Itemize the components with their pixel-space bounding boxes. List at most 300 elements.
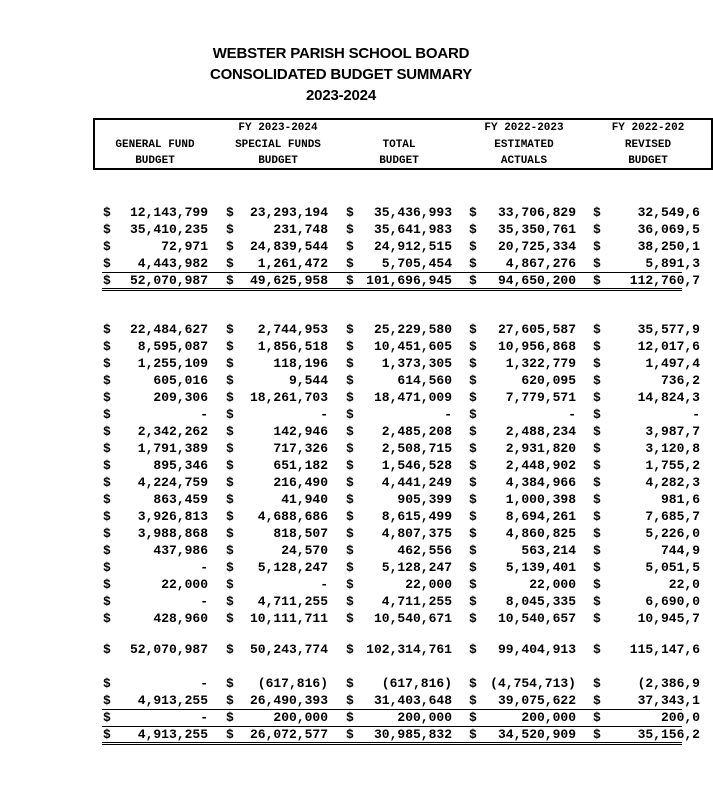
- table-cell: 36,069,5: [637, 222, 700, 237]
- header-revised-line2: REVISED: [624, 139, 672, 151]
- currency-symbol: $: [103, 356, 111, 371]
- table-cell: 905,399: [397, 492, 452, 507]
- currency-symbol: $: [346, 611, 354, 626]
- table-cell: 1,322,779: [505, 356, 576, 371]
- currency-symbol: $: [469, 424, 477, 439]
- currency-symbol: $: [226, 475, 234, 490]
- currency-symbol: $: [593, 710, 601, 725]
- table-cell: 216,490: [273, 475, 328, 490]
- table-cell: 4,224,759: [137, 475, 208, 490]
- table-cell: 38,250,1: [637, 239, 700, 254]
- table-cell: 437,986: [153, 543, 208, 558]
- currency-symbol: $: [226, 256, 234, 271]
- currency-symbol: $: [469, 693, 477, 708]
- table-cell: 10,956,868: [497, 339, 576, 354]
- currency-symbol: $: [226, 239, 234, 254]
- table-cell: 112,760,7: [629, 273, 700, 288]
- table-cell: 5,128,247: [381, 560, 452, 575]
- table-cell: 39,075,622: [497, 693, 576, 708]
- rule-line: [102, 272, 682, 273]
- currency-symbol: $: [103, 239, 111, 254]
- table-cell: 26,072,577: [249, 727, 328, 742]
- currency-symbol: $: [103, 222, 111, 237]
- header-total-line2: TOTAL: [382, 139, 416, 151]
- currency-symbol: $: [226, 390, 234, 405]
- currency-symbol: $: [469, 710, 477, 725]
- header-estimated-line1: FY 2022-2023: [484, 122, 564, 134]
- table-cell: 5,128,247: [257, 560, 328, 575]
- currency-symbol: $: [593, 676, 601, 691]
- table-cell: 8,595,087: [137, 339, 208, 354]
- currency-symbol: $: [593, 322, 601, 337]
- currency-symbol: $: [346, 407, 354, 422]
- currency-symbol: $: [469, 475, 477, 490]
- table-cell: (617,816): [381, 676, 452, 691]
- currency-symbol: $: [226, 693, 234, 708]
- table-cell: 52,070,987: [129, 642, 208, 657]
- table-cell: -: [200, 710, 208, 725]
- currency-symbol: $: [593, 492, 601, 507]
- currency-symbol: $: [226, 642, 234, 657]
- currency-symbol: $: [469, 441, 477, 456]
- currency-symbol: $: [346, 526, 354, 541]
- currency-symbol: $: [226, 356, 234, 371]
- table-cell: 99,404,913: [497, 642, 576, 657]
- table-cell: 14,824,3: [637, 390, 700, 405]
- currency-symbol: $: [103, 560, 111, 575]
- header-revised-line1: FY 2022-202: [611, 122, 685, 134]
- table-cell: 23,293,194: [249, 205, 328, 220]
- table-cell: 1,255,109: [137, 356, 208, 371]
- currency-symbol: $: [346, 642, 354, 657]
- currency-symbol: $: [593, 339, 601, 354]
- currency-symbol: $: [103, 693, 111, 708]
- currency-symbol: $: [103, 339, 111, 354]
- table-cell: 7,779,571: [505, 390, 576, 405]
- currency-symbol: $: [593, 577, 601, 592]
- header-revised-line3: BUDGET: [628, 155, 668, 167]
- currency-symbol: $: [346, 239, 354, 254]
- currency-symbol: $: [226, 339, 234, 354]
- header-estimated-line2: ESTIMATED: [494, 139, 554, 151]
- currency-symbol: $: [226, 441, 234, 456]
- currency-symbol: $: [346, 390, 354, 405]
- currency-symbol: $: [469, 458, 477, 473]
- currency-symbol: $: [103, 710, 111, 725]
- table-cell: 25,229,580: [373, 322, 452, 337]
- table-cell: 35,350,761: [497, 222, 576, 237]
- currency-symbol: $: [226, 373, 234, 388]
- table-cell: 231,748: [273, 222, 328, 237]
- currency-symbol: $: [469, 390, 477, 405]
- table-cell: 8,615,499: [381, 509, 452, 524]
- table-cell: -: [320, 407, 328, 422]
- currency-symbol: $: [593, 424, 601, 439]
- table-cell: 49,625,958: [249, 273, 328, 288]
- table-cell: 4,443,982: [137, 256, 208, 271]
- currency-symbol: $: [103, 205, 111, 220]
- currency-symbol: $: [593, 407, 601, 422]
- table-cell: 12,017,6: [637, 339, 700, 354]
- table-cell: 24,570: [281, 543, 328, 558]
- table-cell: 717,326: [273, 441, 328, 456]
- currency-symbol: $: [103, 475, 111, 490]
- table-cell: 428,960: [153, 611, 208, 626]
- currency-symbol: $: [346, 475, 354, 490]
- table-cell: 3,988,868: [137, 526, 208, 541]
- currency-symbol: $: [593, 611, 601, 626]
- table-cell: 981,6: [660, 492, 700, 507]
- currency-symbol: $: [103, 407, 111, 422]
- table-cell: 5,705,454: [381, 256, 452, 271]
- currency-symbol: $: [226, 526, 234, 541]
- table-cell: 10,111,711: [249, 611, 328, 626]
- report-title-line3: 2023-2024: [306, 87, 376, 104]
- table-cell: -: [692, 407, 700, 422]
- currency-symbol: $: [346, 373, 354, 388]
- currency-symbol: $: [469, 642, 477, 657]
- table-cell: 102,314,761: [366, 642, 452, 657]
- table-cell: 1,000,398: [505, 492, 576, 507]
- currency-symbol: $: [103, 611, 111, 626]
- currency-symbol: $: [103, 373, 111, 388]
- currency-symbol: $: [346, 356, 354, 371]
- currency-symbol: $: [593, 239, 601, 254]
- currency-symbol: $: [103, 526, 111, 541]
- table-cell: 4,384,966: [505, 475, 576, 490]
- currency-symbol: $: [346, 577, 354, 592]
- table-cell: 35,641,983: [373, 222, 452, 237]
- currency-symbol: $: [469, 407, 477, 422]
- table-cell: (4,754,713): [490, 676, 576, 691]
- currency-symbol: $: [346, 339, 354, 354]
- currency-symbol: $: [346, 710, 354, 725]
- table-cell: 4,711,255: [257, 594, 328, 609]
- currency-symbol: $: [593, 458, 601, 473]
- table-cell: 94,650,200: [497, 273, 576, 288]
- currency-symbol: $: [593, 642, 601, 657]
- table-cell: 5,226,0: [645, 526, 700, 541]
- header-special-funds-line2: SPECIAL FUNDS: [235, 139, 321, 151]
- table-cell: 32,549,6: [637, 205, 700, 220]
- currency-symbol: $: [226, 594, 234, 609]
- currency-symbol: $: [593, 390, 601, 405]
- header-special-funds-line1: FY 2023-2024: [238, 122, 318, 134]
- currency-symbol: $: [226, 611, 234, 626]
- table-cell: 26,490,393: [249, 693, 328, 708]
- table-cell: 736,2: [660, 373, 700, 388]
- currency-symbol: $: [103, 273, 111, 288]
- rule-line: [102, 709, 682, 710]
- currency-symbol: $: [593, 205, 601, 220]
- currency-symbol: $: [103, 676, 111, 691]
- currency-symbol: $: [593, 273, 601, 288]
- table-cell: 4,807,375: [381, 526, 452, 541]
- currency-symbol: $: [103, 322, 111, 337]
- currency-symbol: $: [346, 594, 354, 609]
- currency-symbol: $: [593, 256, 601, 271]
- table-cell: 10,540,657: [497, 611, 576, 626]
- currency-symbol: $: [226, 458, 234, 473]
- currency-symbol: $: [346, 676, 354, 691]
- table-cell: 651,182: [273, 458, 328, 473]
- currency-symbol: $: [593, 727, 601, 742]
- table-cell: 118,196: [273, 356, 328, 371]
- table-cell: 52,070,987: [129, 273, 208, 288]
- table-cell: 115,147,6: [629, 642, 700, 657]
- currency-symbol: $: [469, 526, 477, 541]
- rule-line: [102, 290, 682, 291]
- currency-symbol: $: [593, 475, 601, 490]
- header-general-fund-line2: GENERAL FUND: [115, 139, 195, 151]
- table-cell: (617,816): [257, 676, 328, 691]
- table-cell: 605,016: [153, 373, 208, 388]
- table-cell: 31,403,648: [373, 693, 452, 708]
- table-cell: 4,867,276: [505, 256, 576, 271]
- table-cell: 4,711,255: [381, 594, 452, 609]
- currency-symbol: $: [226, 205, 234, 220]
- table-cell: 200,000: [273, 710, 328, 725]
- report-title-line1: WEBSTER PARISH SCHOOL BOARD: [212, 45, 470, 62]
- table-cell: 24,839,544: [249, 239, 328, 254]
- table-cell: 4,913,255: [137, 727, 208, 742]
- table-cell: 22,0: [668, 577, 700, 592]
- currency-symbol: $: [103, 642, 111, 657]
- currency-symbol: $: [103, 594, 111, 609]
- currency-symbol: $: [469, 543, 477, 558]
- table-cell: 5,891,3: [645, 256, 700, 271]
- table-cell: 3,120,8: [645, 441, 700, 456]
- currency-symbol: $: [103, 492, 111, 507]
- table-cell: 142,946: [273, 424, 328, 439]
- currency-symbol: $: [103, 727, 111, 742]
- table-cell: -: [200, 560, 208, 575]
- table-cell: 2,448,902: [505, 458, 576, 473]
- currency-symbol: $: [226, 492, 234, 507]
- currency-symbol: $: [346, 509, 354, 524]
- table-cell: (2,386,9: [637, 676, 700, 691]
- currency-symbol: $: [469, 273, 477, 288]
- table-cell: 200,000: [397, 710, 452, 725]
- currency-symbol: $: [226, 543, 234, 558]
- currency-symbol: $: [469, 611, 477, 626]
- table-cell: 3,987,7: [645, 424, 700, 439]
- currency-symbol: $: [226, 509, 234, 524]
- table-cell: 35,410,235: [129, 222, 208, 237]
- table-cell: 462,556: [397, 543, 452, 558]
- table-cell: 30,985,832: [373, 727, 452, 742]
- currency-symbol: $: [103, 509, 111, 524]
- table-cell: 200,000: [521, 710, 576, 725]
- currency-symbol: $: [103, 543, 111, 558]
- table-cell: 4,441,249: [381, 475, 452, 490]
- table-cell: 2,508,715: [381, 441, 452, 456]
- currency-symbol: $: [593, 356, 601, 371]
- table-cell: 7,685,7: [645, 509, 700, 524]
- table-cell: 10,945,7: [637, 611, 700, 626]
- table-cell: 1,856,518: [257, 339, 328, 354]
- table-cell: 12,143,799: [129, 205, 208, 220]
- report-title-line2: CONSOLIDATED BUDGET SUMMARY: [209, 66, 473, 83]
- table-cell: 563,214: [521, 543, 576, 558]
- table-cell: 818,507: [273, 526, 328, 541]
- table-cell: -: [444, 407, 452, 422]
- table-cell: 1,373,305: [381, 356, 452, 371]
- table-cell: 4,688,686: [257, 509, 328, 524]
- currency-symbol: $: [593, 693, 601, 708]
- table-cell: 2,744,953: [257, 322, 328, 337]
- table-cell: 10,540,671: [373, 611, 452, 626]
- currency-symbol: $: [103, 390, 111, 405]
- currency-symbol: $: [346, 322, 354, 337]
- table-cell: 4,860,825: [505, 526, 576, 541]
- table-cell: 37,343,1: [637, 693, 700, 708]
- table-cell: 72,971: [161, 239, 208, 254]
- currency-symbol: $: [593, 526, 601, 541]
- table-cell: 3,926,813: [137, 509, 208, 524]
- currency-symbol: $: [469, 239, 477, 254]
- currency-symbol: $: [469, 373, 477, 388]
- currency-symbol: $: [226, 273, 234, 288]
- currency-symbol: $: [226, 424, 234, 439]
- currency-symbol: $: [226, 322, 234, 337]
- table-cell: 8,694,261: [505, 509, 576, 524]
- currency-symbol: $: [469, 339, 477, 354]
- table-cell: 34,520,909: [497, 727, 576, 742]
- table-cell: 200,0: [660, 710, 700, 725]
- currency-symbol: $: [593, 441, 601, 456]
- currency-symbol: $: [469, 577, 477, 592]
- table-cell: 27,605,587: [497, 322, 576, 337]
- table-cell: 41,940: [281, 492, 328, 507]
- table-cell: 614,560: [397, 373, 452, 388]
- table-cell: 2,931,820: [505, 441, 576, 456]
- table-cell: -: [320, 577, 328, 592]
- currency-symbol: $: [103, 458, 111, 473]
- table-cell: 2,342,262: [137, 424, 208, 439]
- table-cell: 744,9: [660, 543, 700, 558]
- table-cell: 6,690,0: [645, 594, 700, 609]
- currency-symbol: $: [469, 676, 477, 691]
- table-cell: 20,725,334: [497, 239, 576, 254]
- table-cell: 4,913,255: [137, 693, 208, 708]
- table-cell: -: [200, 407, 208, 422]
- currency-symbol: $: [103, 256, 111, 271]
- table-cell: 50,243,774: [249, 642, 328, 657]
- currency-symbol: $: [346, 273, 354, 288]
- table-cell: 101,696,945: [366, 273, 452, 288]
- table-cell: 35,577,9: [637, 322, 700, 337]
- currency-symbol: $: [346, 543, 354, 558]
- table-cell: 8,045,335: [505, 594, 576, 609]
- currency-symbol: $: [346, 693, 354, 708]
- currency-symbol: $: [469, 560, 477, 575]
- currency-symbol: $: [469, 222, 477, 237]
- table-cell: 4,282,3: [645, 475, 700, 490]
- header-estimated-line3: ACTUALS: [500, 155, 548, 167]
- currency-symbol: $: [469, 256, 477, 271]
- table-cell: 35,156,2: [637, 727, 700, 742]
- table-cell: 22,000: [161, 577, 208, 592]
- table-cell: 1,261,472: [257, 256, 328, 271]
- currency-symbol: $: [103, 424, 111, 439]
- currency-symbol: $: [593, 543, 601, 558]
- currency-symbol: $: [346, 205, 354, 220]
- table-cell: -: [200, 676, 208, 691]
- rule-line: [102, 744, 682, 745]
- table-cell: 33,706,829: [497, 205, 576, 220]
- header-total-line3: BUDGET: [379, 155, 419, 167]
- currency-symbol: $: [346, 492, 354, 507]
- currency-symbol: $: [226, 577, 234, 592]
- currency-symbol: $: [593, 594, 601, 609]
- table-cell: 1,497,4: [645, 356, 700, 371]
- currency-symbol: $: [346, 458, 354, 473]
- table-cell: 1,546,528: [381, 458, 452, 473]
- table-cell: 5,139,401: [505, 560, 576, 575]
- currency-symbol: $: [346, 441, 354, 456]
- table-cell: 1,791,389: [137, 441, 208, 456]
- currency-symbol: $: [593, 509, 601, 524]
- currency-symbol: $: [346, 424, 354, 439]
- table-cell: 9,544: [288, 373, 328, 388]
- table-cell: 35,436,993: [373, 205, 452, 220]
- table-cell: 10,451,605: [373, 339, 452, 354]
- table-cell: -: [568, 407, 576, 422]
- table-cell: 22,000: [529, 577, 576, 592]
- currency-symbol: $: [469, 322, 477, 337]
- currency-symbol: $: [593, 373, 601, 388]
- header-special-funds-line3: BUDGET: [258, 155, 298, 167]
- table-cell: 1,755,2: [645, 458, 700, 473]
- table-cell: 22,484,627: [129, 322, 208, 337]
- currency-symbol: $: [346, 727, 354, 742]
- currency-symbol: $: [226, 560, 234, 575]
- currency-symbol: $: [226, 676, 234, 691]
- header-general-fund-line3: BUDGET: [135, 155, 175, 167]
- table-cell: 895,346: [153, 458, 208, 473]
- table-cell: 24,912,515: [373, 239, 452, 254]
- table-cell: 863,459: [153, 492, 208, 507]
- currency-symbol: $: [469, 356, 477, 371]
- currency-symbol: $: [103, 577, 111, 592]
- currency-symbol: $: [469, 205, 477, 220]
- currency-symbol: $: [226, 727, 234, 742]
- table-cell: 2,485,208: [381, 424, 452, 439]
- table-cell: 22,000: [405, 577, 452, 592]
- table-cell: 2,488,234: [505, 424, 576, 439]
- currency-symbol: $: [226, 710, 234, 725]
- currency-symbol: $: [593, 560, 601, 575]
- currency-symbol: $: [469, 492, 477, 507]
- currency-symbol: $: [226, 222, 234, 237]
- rule-line: [102, 726, 682, 727]
- table-cell: 18,261,703: [249, 390, 328, 405]
- rule-line: [102, 742, 682, 743]
- currency-symbol: $: [346, 222, 354, 237]
- table-cell: 18,471,009: [373, 390, 452, 405]
- currency-symbol: $: [346, 560, 354, 575]
- table-cell: 5,051,5: [645, 560, 700, 575]
- currency-symbol: $: [593, 222, 601, 237]
- currency-symbol: $: [469, 594, 477, 609]
- table-cell: 209,306: [153, 390, 208, 405]
- table-cell: 620,095: [521, 373, 576, 388]
- currency-symbol: $: [103, 441, 111, 456]
- currency-symbol: $: [469, 509, 477, 524]
- table-cell: -: [200, 594, 208, 609]
- rule-line: [102, 288, 682, 289]
